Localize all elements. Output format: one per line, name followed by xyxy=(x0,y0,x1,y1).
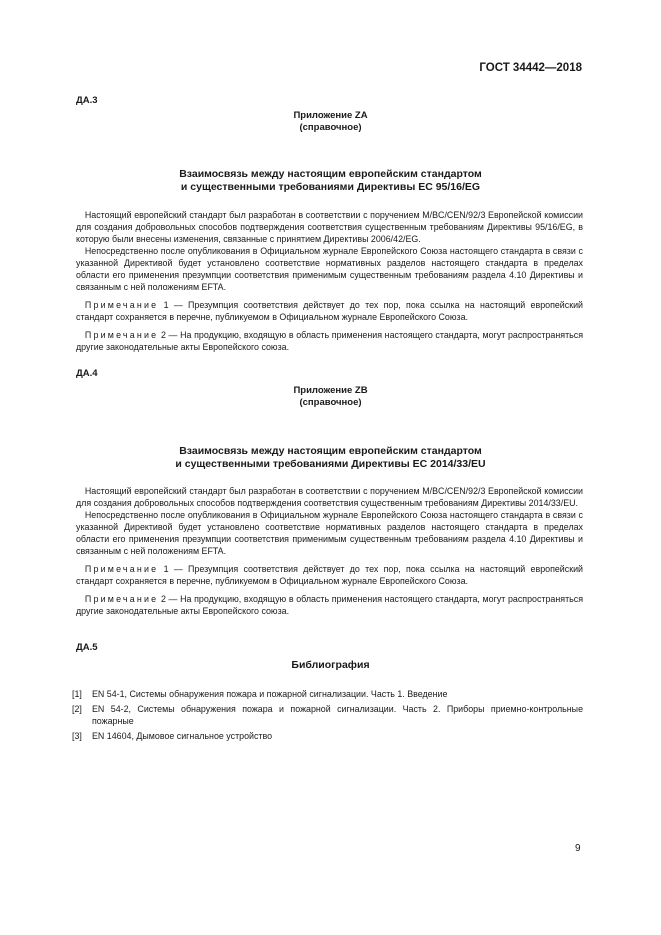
section-label: ДА.3 xyxy=(76,95,98,106)
note xyxy=(76,329,583,353)
bibliography-text: EN 54-1, Системы обнаружения пожара и пожарной сигнализации. Часть 1. Введение xyxy=(92,689,448,699)
bibliography-item xyxy=(72,730,583,742)
note-text: 1 — Презумпция соответствия действует до тех пор, пока ссылка на настоящий европейский стандарт сохраняется в перечне, публикуемом в Официальном журнале Европейского Союза. xyxy=(76,564,584,586)
bibliography-title: Библиография xyxy=(291,659,370,671)
paragraph: Непосредственно после опубликования в Официальном журнале Европейского Союза настоящего стандарта в связи с указанной Директивой будет установлено соответствие нормативных разделов настоящего стандарта в пределах области его применения презумпции соответствия применимым существенным требованиям раздела 4.10 Директивы и связанным с ней положениям EFTA. xyxy=(76,510,583,556)
section-label: ДА.5 xyxy=(76,642,98,653)
section-body xyxy=(76,209,583,353)
bibliography-number: [2] xyxy=(72,704,82,714)
standard-id: ГОСТ 34442—2018 xyxy=(479,62,582,74)
bibliography-text: EN 54-2, Системы обнаружения пожара и пожарной сигнализации. Часть 2. Приборы приемно-контрольные пожарные xyxy=(92,704,583,726)
note-text: 1 — Презумпция соответствия действует до тех пор, пока ссылка на настоящий европейский стандарт сохраняется в перечне, публикуемом в Официальном журнале Европейского Союза. xyxy=(76,300,584,322)
note-label: Примечание xyxy=(84,330,159,340)
page-number: 9 xyxy=(575,843,581,854)
heading-line-1: Взаимосвязь между настоящим европейским стандартом xyxy=(179,168,482,180)
paragraph: Настоящий европейский стандарт был разработан в соответствии с поручением M/BC/CEN/92/3 Европейской комиссии для создания добровольных способов подтверждения соответствия существенным требованиям Директивы 2014/33/EU. xyxy=(76,486,583,508)
heading-line-2: и существенными требованиями Директивы ЕС 2014/33/EU xyxy=(175,458,486,470)
section-body xyxy=(76,485,583,617)
note xyxy=(76,299,583,323)
bibliography-text: EN 14604, Дымовое сигнальное устройство xyxy=(92,731,273,741)
appendix-title: Приложение ZB xyxy=(293,385,368,396)
appendix-type: (справочное) xyxy=(299,122,362,133)
bibliography-number: [1] xyxy=(72,689,82,699)
bibliography-item xyxy=(72,703,583,727)
bibliography-item xyxy=(72,688,583,700)
note-text: 2 — На продукцию, входящую в область применения настоящего стандарта, могут распространяться другие законодательные акты Европейского союза. xyxy=(76,594,584,616)
section-label: ДА.4 xyxy=(76,368,98,379)
paragraph: Настоящий европейский стандарт был разработан в соответствии с поручением M/BC/CEN/92/3 Европейской комиссии для создания добровольных способов подтверждения соответствия существенным требованиям Директивы 95/16/EG, в которую были внесены изменения, связанные с принятием Директивы 2006/42/EG. xyxy=(76,210,583,244)
heading-line-2: и существенными требованиями Директивы ЕС 95/16/EG xyxy=(180,181,481,193)
bibliography-list xyxy=(72,688,583,745)
section-heading xyxy=(0,445,661,471)
appendix-type: (справочное) xyxy=(299,397,362,408)
note-label: Примечание xyxy=(84,594,159,604)
note xyxy=(76,593,583,617)
note-label: Примечание xyxy=(84,564,159,574)
note-text: 2 — На продукцию, входящую в область применения настоящего стандарта, могут распространяться другие законодательные акты Европейского союза. xyxy=(76,330,584,352)
note-label: Примечание xyxy=(84,300,159,310)
bibliography-number: [3] xyxy=(72,731,82,741)
appendix-title: Приложение ZA xyxy=(293,110,368,121)
note xyxy=(76,563,583,587)
section-heading xyxy=(0,168,661,194)
heading-line-1: Взаимосвязь между настоящим европейским стандартом xyxy=(179,445,482,457)
paragraph: Непосредственно после опубликования в Официальном журнале Европейского Союза настоящего стандарта в связи с указанной Директивой будет установлено соответствие нормативных разделов настоящего стандарта в пределах области его применения презумпции соответствия применимым существенным требованиям раздела 4.10 Директивы и связанным с ней положениям EFTA. xyxy=(76,246,583,292)
